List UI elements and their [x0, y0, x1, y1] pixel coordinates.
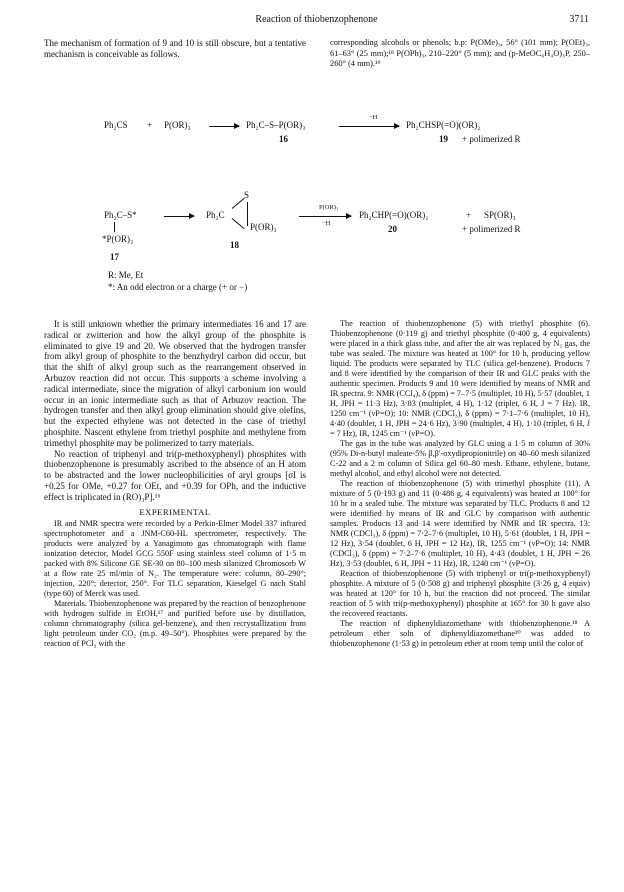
page-number: 3711 — [569, 14, 589, 25]
legend-star: *: An odd electron or a charge (+ or −) — [108, 282, 248, 292]
intermediate-17-bottom: *P(OR)₃ — [102, 234, 134, 244]
reaction-arrow — [209, 126, 239, 127]
intermediate-18-sulfur: S — [244, 190, 250, 200]
reaction-arrow — [299, 216, 351, 217]
compound-number-16: 16 — [279, 134, 288, 144]
section-heading: EXPERIMENTAL — [139, 506, 211, 517]
paragraph: The reaction of thiobenzophenone (5) with trimethyl phosphite (11). A mixture of 5 (0·193 g) and 11 (0·486 g, 4 equivalents) was heated at 100° for 10 hr in a sealed tube. The mixture was separated by TLC. Products 8 and 12 were identified by means of IR and GLC by comparison with authentic samples. Products 13 and 14 were identified by NMR and IR spectra. 13: NMR (CDCl₃), δ (ppm) = 7·2–7·6 (multiplet, 10 H), 5·61 (doublet, 1 H, JPH = 12 Hz), 3·54 (doublet, 6 H, JPH = 12 Hz), IR, 1255 cm⁻¹ (νP=O); 14: NMR (CDCl₃), δ (ppm) = 7·2–7·6 (multiplet, 10 H), 4·43 (doublet, 1 H, JPH = 26 Hz), 3·53 (doublet, 6 H, JPH = 11 Hz), IR, 1240 cm⁻¹ (νP=O). — [330, 479, 590, 568]
reaction-scheme — [44, 110, 589, 310]
intermediate-18-carbon: Ph₂C — [206, 210, 225, 220]
bond-line — [247, 202, 248, 226]
product-19: Ph₂CHSP(=O)(OR)₂ — [406, 120, 481, 130]
running-title: Reaction of thiobenzophenone — [255, 14, 378, 25]
plus-sign: + — [466, 210, 472, 220]
bond-line — [232, 198, 245, 209]
intro-left: The mechanism of formation of 9 and 10 is still obscure, but a tentative mechanism is conceivable as follows. — [44, 38, 306, 59]
plus-sign: + — [147, 120, 153, 130]
paragraph: The reaction of diphenyldiazomethane with thiobenzophenone.¹⁸ A petroleum ether soln of diphenyldiazomethane²⁰ was added to thiobenzophenone (1·53 g) in petroleum ether at room temp until the color of — [330, 619, 590, 648]
bond-line — [114, 222, 115, 232]
arrow-label-phosphite: P(OR)₃ — [319, 204, 339, 211]
byproduct-polymer: + polimerized R — [462, 224, 521, 234]
paragraph: IR and NMR spectra were recorded by a Perkin-Elmer Model 337 infrared spectrophotometer and a JNM-C60-HL spectrometer, respectively. The products were analyzed by a Yanagimoto gas chromatograph with flame ionization detector, Model GCG 550F using stainless steel column of 1·5 m packed with 8% Silicone GE SE-30 on 80–100 mesh silanized Chromosorb W at a flow rate 25 ml/min of N₂. The temperature were: column, 80–290°; injection, 220°; detector, 250°. For TLC separation, Kieselgel G nach Stahl (type 60) of Merck was used. — [44, 519, 306, 599]
arrow-label-minus-h: −H — [369, 114, 378, 121]
compound-number-20: 20 — [388, 224, 397, 234]
right-column — [330, 319, 590, 649]
paragraph: No reaction of triphenyl and tri(p-methoxyphenyl) phosphites with thiobenzophenone is presumably ascribed to the absence of an H atom to be abstracted and the lower nucleophilicities of aryl groups [σI is +0.25 for OMe, +0.27 for OEt, and +0.39 for OPh, and the inductive effect is triplicated in (RO)₃P].¹⁶ — [44, 448, 306, 502]
intermediate-18-phosphorus: P(OR)₃ — [250, 222, 277, 232]
paragraph: Materials. Thiobenzophenone was prepared by the reaction of benzophenone with hydrogen sulfide in EtOH,¹⁷ and purified before use by distillation, column chromatography (silica gel-benzene), and then recrystallization from light petroleum under CO₂ (m.p. 49–50°). Phosphites were prepared by the reaction of PCl₃ with the — [44, 599, 306, 649]
product-thiophosphate: SP(OR)₃ — [484, 210, 516, 220]
byproduct-polymer: + polimerized R — [462, 134, 521, 144]
paragraph: The gas in the tube was analyzed by GLC using a 1·5 m column of 30% (95% Di-n-butyl maleate-5% β,β′-oxydipropionitrile) on 40–60 mesh silanized C-22 and a 2 m column of Silica gel 60–80 mesh. Ethane, ethylene, butane, methyl alcohol, and ethyl alcohol were not detected. — [330, 439, 590, 478]
legend-r: R: Me, Et — [108, 270, 144, 280]
product-20: Ph₂CHP(=O)(OR)₂ — [359, 210, 429, 220]
intermediate-17-top: Ph₂C–S* — [104, 210, 137, 220]
paragraph: It is still unknown whether the primary intermediates 16 and 17 are radical or zwitterion and how the alkyl group of the phosphite is eliminated to give 19 and 20. We observed that the hydrogen transfer from alkyl group of phosphite to the benzhydryl carbon did occur, but that the shift of alkyl group such as the rearrangement observed in Arbuzov reaction did not occur. This supports a scheme involving a radical intermediate, since the migration of alkyl carbonium ion would occur in an ionic intermediate such as that of Arbuzov reaction. The hydrogen transfer and then alkyl group elimination should give olefins, but the expected ethylene was not detected in the case of triethyl phosphite. Nascent ethylene from triethyl posphite and methylene from trimethyl phosphite may be polimerized to tarry materials. — [44, 319, 306, 448]
bond-line — [232, 218, 245, 229]
reactant-thiobenzophenone: Ph₂CS — [104, 120, 128, 130]
intermediate-16: Ph₂C–S–P(OR)₃ — [246, 120, 306, 130]
reaction-arrow — [164, 216, 194, 217]
arrow-label-minus-h: −H — [322, 220, 331, 227]
paragraph: The reaction of thiobenzophenone (5) with triethyl phosphite (6). Thiobenzophenone (0·119 g) and triethyl phosphite (0·400 g, 4 equivalents) were placed in a thick glass tube, and after the air was replaced by N₂ gas, the tube was sealed. The mixture was heated at 100° for 10 h, producing yellow liquid. The products were separated by TLC (silica gel-benzene). Products 7 and 8 were identified by the comparison of their IR and GLC peaks with the authentic specimen. Products 9 and 10 were identified by means of NMR and IR spectra. 9: NMR (CCl₄), δ (ppm) = 7–7·5 (multiplet, 10 H), 5·57 (doublet, 1 H, JPH = 11·3 Hz), 3·83 (multiplet, 4 H), 1·12 (triplet, 6 H, J = 7 Hz). IR, 1250 cm⁻¹ (νP=O); 10: NMR (CDCl₃), δ (ppm) = 7·1–7·6 (multiplet, 10 H), 4·40 (doublet, 1 H, JPH = 24·6 Hz), 3·90 (multiplet, 4 H), 1·10 (triplet, 6 H, J = 7 Hz), IR, 1245 cm⁻¹ (νP=O). — [330, 319, 590, 438]
reactant-phosphite: P(OR)₃ — [164, 120, 191, 130]
compound-number-19: 19 — [439, 134, 448, 144]
compound-number-18: 18 — [230, 240, 239, 250]
left-column — [44, 319, 306, 649]
paragraph: Reaction of thiobenzophenone (5) with triphenyl or tri(p-methoxyphenyl) phosphite. A mixture of 5 (0·508 g) and triphenyl phosphite (3·26 g, 4 equiv) was heated at 120° for 10 h, but the reaction did not proceed. The similar reaction of 5 with tri(p-methoxyphenyl) phosphite at 165° for 30 h gave also the recovered reactants. — [330, 569, 590, 618]
running-header — [44, 14, 589, 28]
compound-number-17: 17 — [110, 252, 119, 262]
intro-right: corresponding alcohols or phenols; b.p: P(OMe)₃, 56° (101 mm); P(OEt)₃, 61–63° (25 mm);¹⁸ P(OPh)₃, 210–220° (5 mm); and (p-MeOC₆H₄O)₃P, 250–260° (4 mm).¹⁹ — [330, 38, 590, 68]
reaction-arrow — [339, 126, 399, 127]
